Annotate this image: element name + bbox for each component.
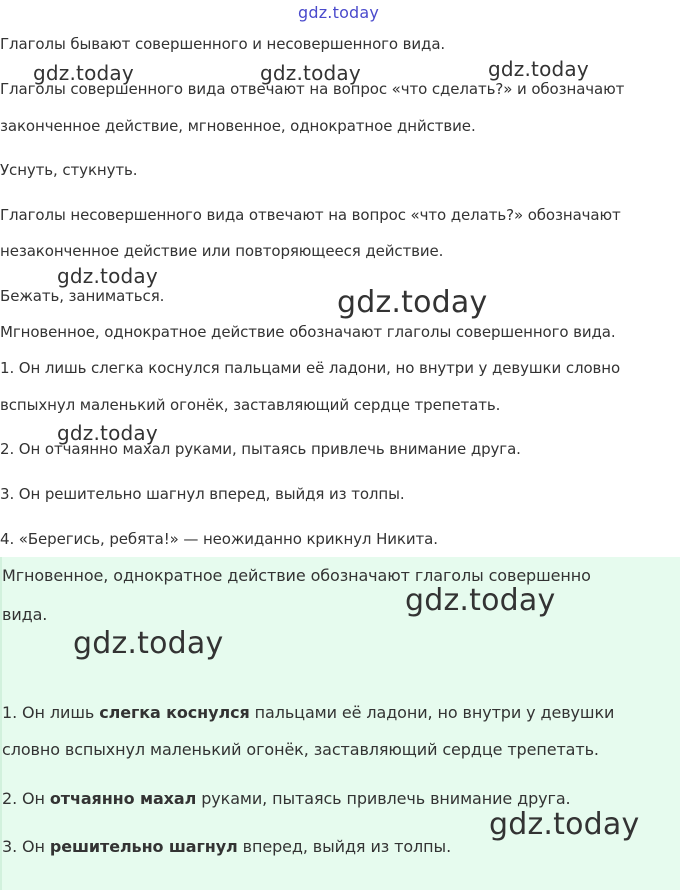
watermark-2: gdz.today: [260, 61, 361, 85]
task-sentence-1a: 1. Он лишь слегка коснулся пальцами её ладони, но внутри у девушки словно: [0, 359, 621, 377]
answer-s1-verb: слегка коснулся: [99, 703, 250, 722]
answer-s2-post: руками, пытаясь привлечь внимание друга.: [196, 789, 571, 808]
theory-example-2: Бежать, заниматься.: [0, 287, 165, 305]
answer-s3-post: вперед, выйдя из толпы.: [237, 837, 452, 856]
task-sentence-4: 4. «Берегись, ребята!» — неожиданно крикнул Никита.: [0, 530, 438, 548]
theory-line-3: законченное действие, мгновенное, однократное днйствие.: [0, 117, 476, 135]
task-sentence-3: 3. Он решительно шагнул вперед, выйдя из толпы.: [0, 485, 405, 503]
watermark-4: gdz.today: [57, 264, 158, 288]
task-sentence-2: 2. Он отчаянно махал руками, пытаясь привлечь внимание друга.: [0, 440, 521, 458]
watermark-6: gdz.today: [57, 421, 158, 445]
watermark-8: gdz.today: [73, 626, 224, 661]
theory-line-1: Глаголы бывают совершенного и несовершенного вида.: [0, 35, 446, 53]
answer-s2-pre: 2. Он: [2, 789, 50, 808]
watermark-3: gdz.today: [488, 57, 589, 81]
answer-s3-pre: 3. Он: [2, 837, 50, 856]
answer-intro-line-1: Мгновенное, однократное действие обозначают глаголы совершенно: [2, 566, 591, 585]
answer-sentence-1a: [2, 702, 614, 724]
watermark-9: gdz.today: [489, 807, 640, 842]
answer-s2-verb: отчаянно махал: [49, 789, 197, 808]
answer-sentence-2: [2, 788, 571, 810]
watermark-7: gdz.today: [405, 583, 556, 618]
theory-line-5: незаконченное действие или повторяющееся действие.: [0, 242, 444, 260]
theory-line-2: Глаголы совершенного вида отвечают на вопрос «что сделать?» и обозначают: [0, 80, 625, 98]
watermark-top: gdz.today: [298, 3, 380, 22]
answer-s1-post: пальцами её ладони, но внутри у девушки: [249, 703, 615, 722]
answer-intro-line-2: вида.: [2, 605, 48, 624]
answer-sentence-1b: словно вспыхнул маленький огонёк, заставляющий сердце трепетать.: [2, 740, 599, 759]
theory-line-4: Глаголы несовершенного вида отвечают на вопрос «что делать?» обозначают: [0, 206, 621, 224]
watermark-5: gdz.today: [337, 285, 488, 320]
answer-sentence-3: [2, 836, 451, 858]
watermark-1: gdz.today: [33, 61, 134, 85]
task-prompt: Мгновенное, однократное действие обозначают глаголы совершенного вида.: [0, 323, 616, 341]
answer-s1-pre: 1. Он лишь: [2, 703, 100, 722]
answer-s3-verb: решительно шагнул: [49, 837, 238, 856]
task-sentence-1b: вспыхнул маленький огонёк, заставляющий сердце трепетать.: [0, 396, 501, 414]
theory-example-1: Уснуть, стукнуть.: [0, 161, 138, 179]
